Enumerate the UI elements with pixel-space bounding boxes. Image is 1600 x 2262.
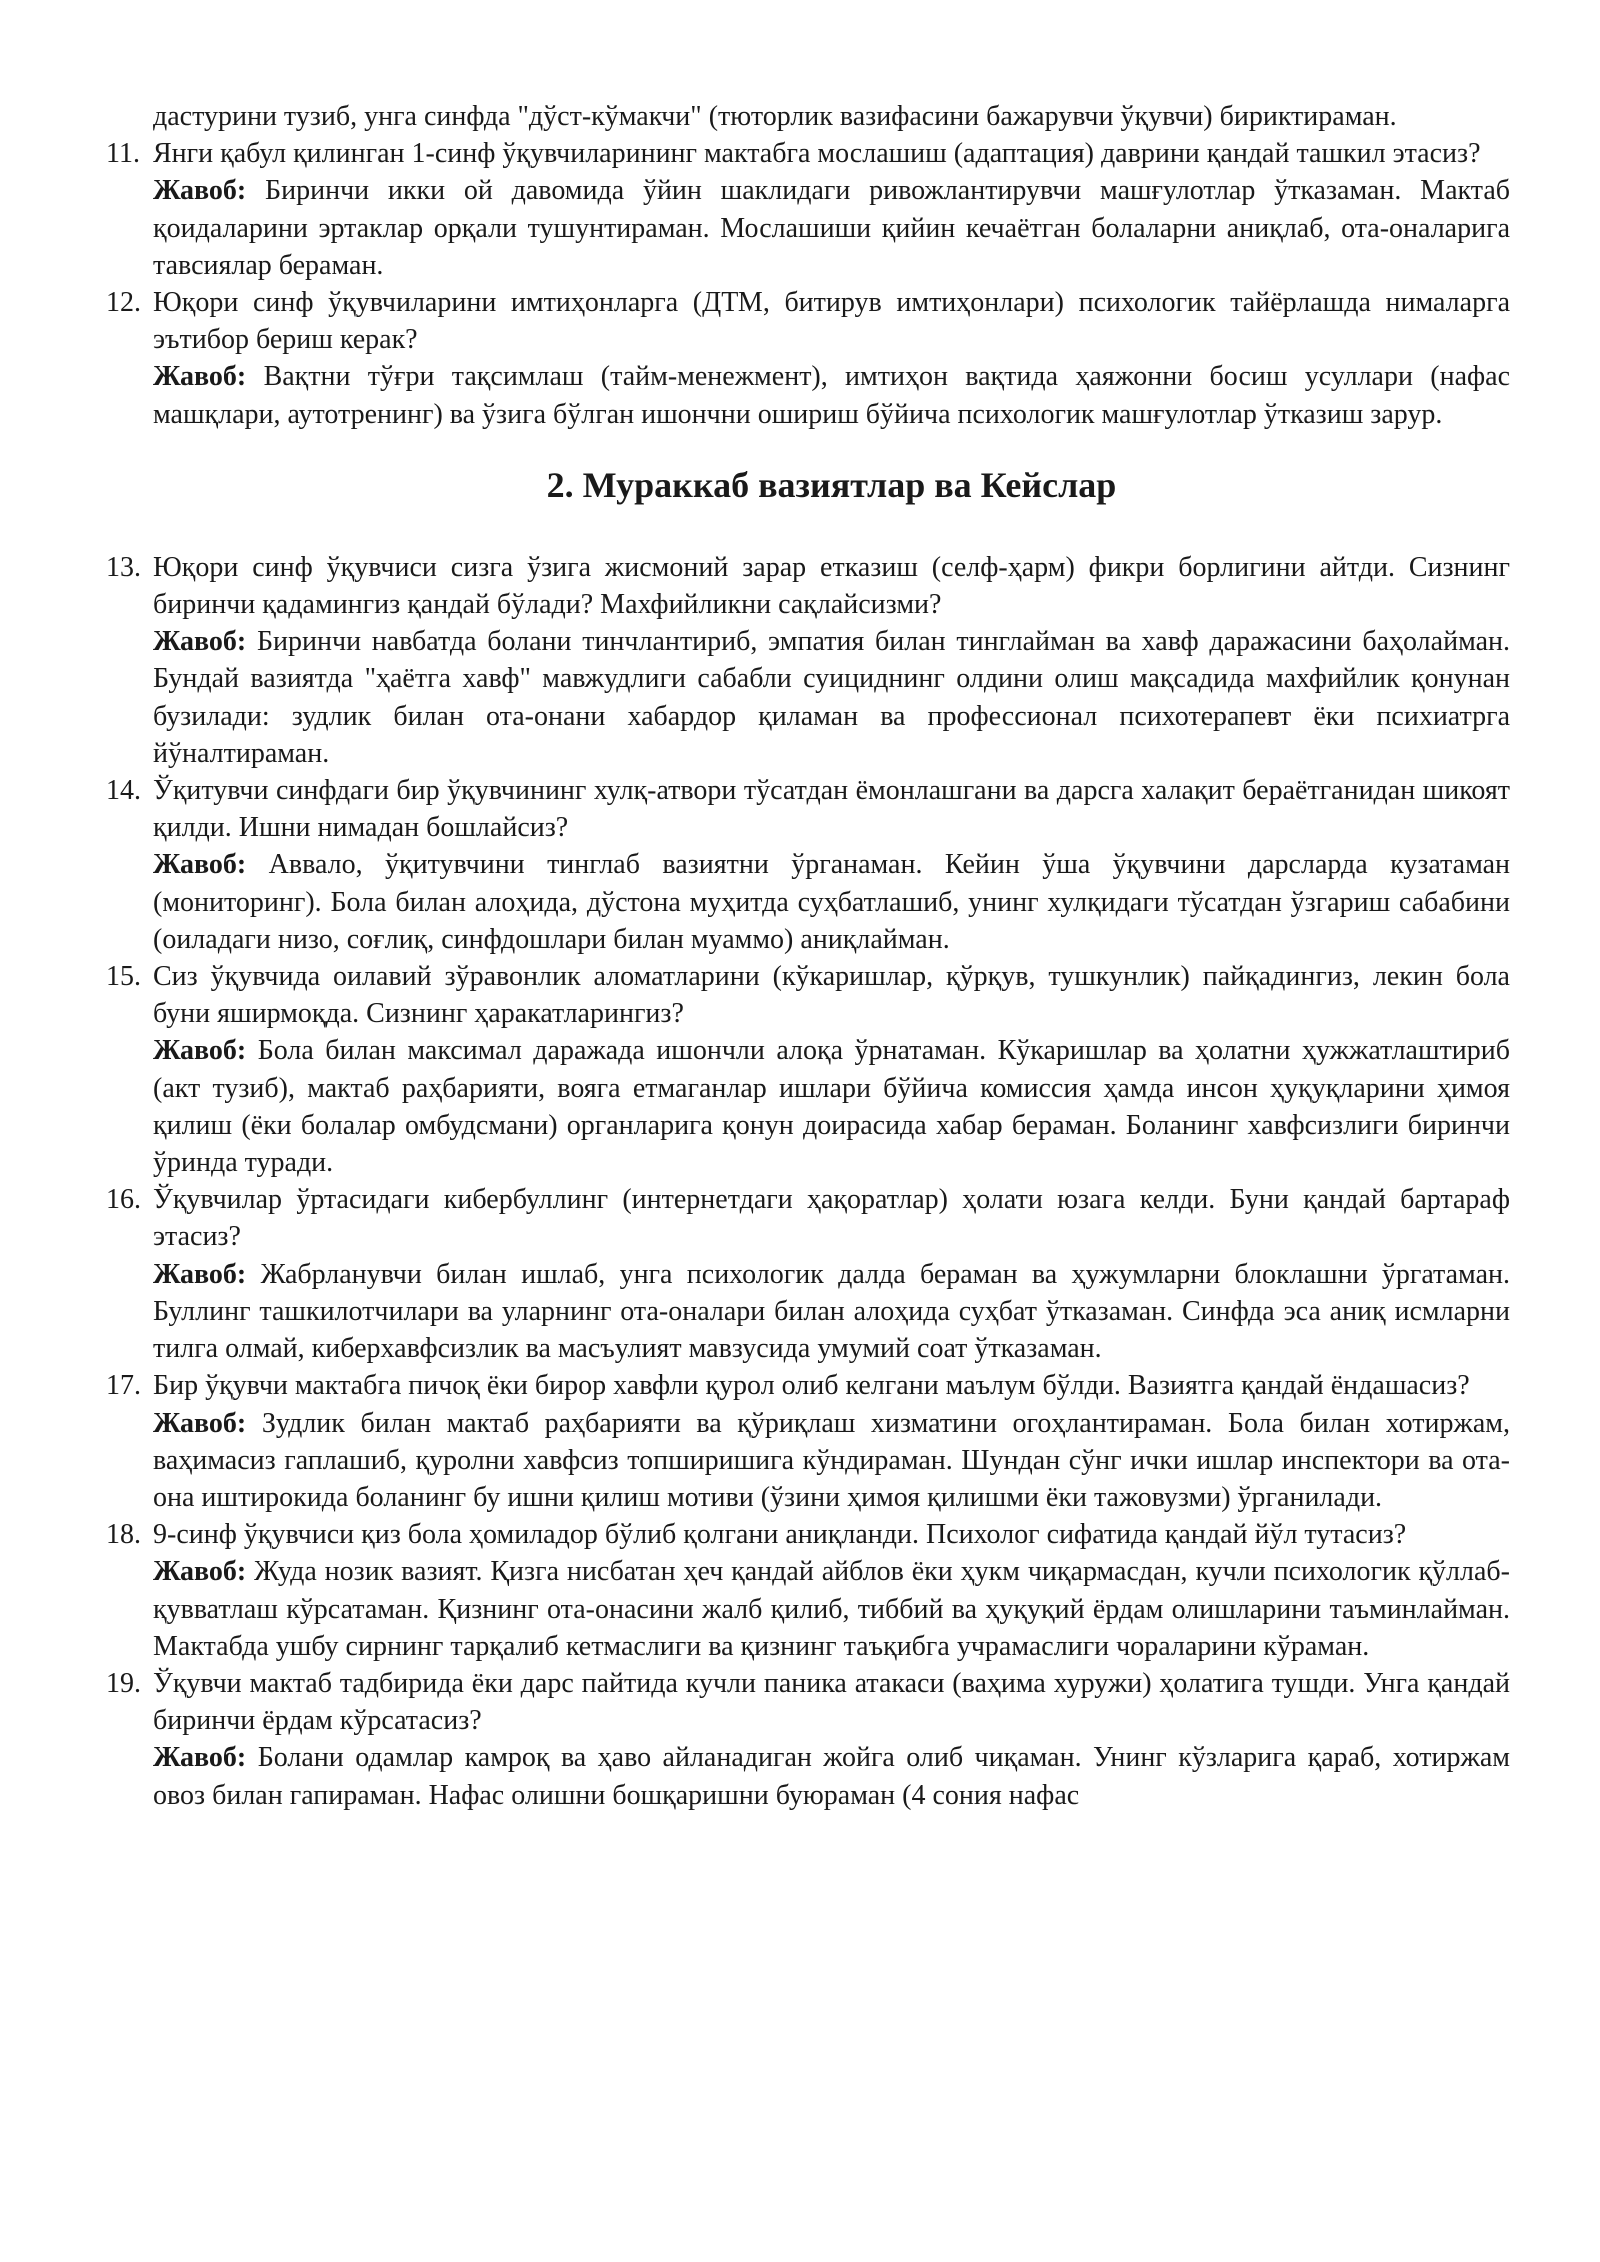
item-number: 16.: [106, 1184, 141, 1216]
answer-text: [153, 1256, 1510, 1368]
list-item: [106, 1516, 1511, 1665]
list-item: [106, 135, 1510, 284]
question-text: Ўқувчи мактаб тадбирида ёки дарс пайтида кучли паника атакаси (ваҳима хуружи) ҳолатига тушди. Унга қандай биринчи ёрдам кўрсатасиз?: [153, 1667, 1510, 1737]
answer-label: Жавоб:: [153, 175, 247, 207]
item-number: 15.: [106, 961, 141, 993]
document-content: [106, 98, 1511, 1814]
question-text: 9-синф ўқувчиси қиз бола ҳомиладор бўлиб қолгани аниқланди. Психолог сифатида қандай йўл тутасиз?: [153, 1519, 1407, 1551]
section-heading: 2. Мураккаб вазиятлар ва Кейслар: [546, 464, 1117, 505]
answer-body: Аввало, ўқитувчини тинглаб вазиятни ўрганаман. Кейин ўша ўқувчини дарсларда кузатаман (мониторинг). Бола билан алоҳида, дўстона муҳитда суҳбатлашиб, унинг хулқидаги тўсатдан ўзгариш сабабини (оиладаги низо, соғлиқ, синфдошлари билан муаммо) аниқлайман.: [153, 849, 1511, 955]
item-number: 14.: [106, 775, 141, 807]
answer-label: Жавоб:: [153, 361, 247, 393]
answer-text: [153, 1405, 1510, 1517]
answer-body: Вақтни тўғри тақсимлаш (тайм-менежмент), имтиҳон вақтида ҳаяжонни босиш усуллари (нафас машқлари, аутотренинг) ва ўзига бўлган ишончни ошириш бўйича психологик машғулотлар ўтказиш зарур.: [153, 361, 1511, 430]
item-number: 17.: [106, 1370, 141, 1402]
answer-body: Зудлик билан мактаб раҳбарияти ва қўриқлаш хизматини огоҳлантираман. Бола билан хотиржам, ваҳимасиз гаплашиб, қуролни хавфсиз топширишига кўндираман. Шундан сўнг ички ишлар инспектори ва ота-она иштирокида боланинг бу ишни қилиш мотиви (ўзини ҳимоя қилишми ёки тажовузми) ўрганилади.: [153, 1407, 1510, 1513]
answer-body: Болани одамлар камроқ ва ҳаво айланадиган жойга олиб чиқаман. Унинг кўзларига қараб, хотиржам овоз билан гапираман. Нафас олишни бошқаришни буюраман (4 сония нафас: [153, 1742, 1511, 1811]
question-text: Ўқувчилар ўртасидаги кибербуллинг (интернетдаги ҳақоратлар) ҳолати юзага келди. Буни қандай бартараф этасиз?: [153, 1184, 1510, 1253]
list-item: [106, 549, 1511, 772]
answer-body: Жабрланувчи билан ишлаб, унга психологик далда бераман ва ҳужумларни блоклашни ўргатаман. Буллинг ташкилотчилари ва уларнинг ота-оналари билан алоҳида суҳбат ўтказаман. Синфда эса аниқ исмларни тилга олмай, киберхавфсизлик ва масъулият мавзусида умумий соат ўтказаман.: [153, 1258, 1510, 1365]
answer-body: Жуда нозик вазият. Қизга нисбатан ҳеч қандай айблов ёки ҳукм чиқармасдан, кучли психологик қўллаб-қувватлаш кўрсатаман. Қизнинг ота-онасини жалб қилиб, тиббий ва ҳуқуқий ёрдам олишларини таъминлайман. Мактабда ушбу сирнинг тарқалиб кетмаслиги ва қизнинг таъқибга учрамаслиги чораларини кўраман.: [153, 1556, 1511, 1662]
answer-label: Жавоб:: [153, 849, 247, 881]
item-number: 19.: [106, 1667, 141, 1699]
question-text: Янги қабул қилинган 1-синф ўқувчиларининг мактабга мослашиш (адаптация) даврини қандай ташкил этасиз?: [153, 138, 1481, 170]
question-text: Ўқитувчи синфдаги бир ўқувчининг хулқ-атвори тўсатдан ёмонлашгани ва дарсга халақит бераётганидан шикоят қилди. Ишни нимадан бошлайсиз?: [153, 775, 1510, 844]
item-number: 11.: [106, 138, 140, 170]
section1-list: [106, 135, 1511, 433]
question-text: Бир ўқувчи мактабга пичоқ ёки бирор хавфли қурол олиб келгани маълум бўлди. Вазиятга қандай ёндашасиз?: [153, 1370, 1470, 1402]
list-item: [106, 958, 1510, 1181]
answer-text: [153, 1739, 1510, 1813]
answer-label: Жавоб:: [153, 1258, 247, 1290]
answer-text: [153, 172, 1510, 284]
item-number: 13.: [106, 551, 141, 583]
answer-text: [153, 1032, 1510, 1181]
answer-label: Жавоб:: [153, 626, 247, 658]
section2-list: [106, 549, 1511, 1814]
list-item: [106, 1665, 1511, 1814]
question-text: Юқори синф ўқувчиси сизга ўзига жисмоний зарар етказиш (селф-ҳарм) фикри борлигини айтди. Сизнинг биринчи қадамингиз қандай бўлади? Махфийликни сақлайсизми?: [153, 551, 1510, 621]
item-number: 18.: [106, 1519, 141, 1551]
answer-label: Жавоб:: [153, 1742, 247, 1774]
intro-continuation: дастурини тузиб, унга синфда "дўст-кўмакчи" (тюторлик вазифасини бажарувчи ўқувчи) бириктираман.: [153, 101, 1397, 132]
list-item: [106, 284, 1511, 433]
item-number: 12.: [106, 287, 141, 319]
answer-label: Жавоб:: [153, 1407, 247, 1439]
list-item: [106, 1181, 1510, 1367]
answer-label: Жавоб:: [153, 1035, 247, 1067]
answer-text: [153, 358, 1510, 432]
answer-text: [153, 846, 1510, 958]
answer-body: Бола билан максимал даражада ишончли алоқа ўрнатаман. Кўкаришлар ва ҳолатни ҳужжатлаштириб (акт тузиб), мактаб раҳбарияти, вояга етмаганлар ишлари бўйича комиссия ҳамда инсон ҳуқуқларини ҳимоя қилиш (ёки болалар омбудсмани) органларига қонун доирасида хабар бераман. Боланинг хавфсизлиги биринчи ўринда туради.: [153, 1035, 1510, 1179]
question-text: Сиз ўқувчида оилавий зўравонлик аломатларини (кўкаришлар, қўрқув, тушкунлик) пайқадингиз, лекин бола буни яширмоқда. Сизнинг ҳаракатларингиз?: [153, 961, 1510, 1030]
answer-text: [153, 623, 1510, 772]
question-text: Юқори синф ўқувчиларини имтиҳонларга (ДТМ, битирув имтиҳонлари) психологик тайёрлашда нималарга эътибор бериш керак?: [153, 287, 1510, 356]
answer-body: Биринчи навбатда болани тинчлантириб, эмпатия билан тинглайман ва хавф даражасини баҳолайман. Бундай вазиятда "ҳаётга хавф" мавжудлиги сабабли суициднинг олдини олиш мақсадида махфийлик қонунан бузилади: зудлик билан ота-онани хабардор қиламан ва профессионал психотерапевт ёки психиатрга йўналтираман.: [153, 626, 1511, 769]
answer-text: [153, 1553, 1510, 1665]
answer-label: Жавоб:: [153, 1556, 247, 1588]
list-item: [106, 772, 1511, 958]
list-item: [106, 1367, 1510, 1516]
answer-body: Биринчи икки ой давомида ўйин шаклидаги ривожлантирувчи машғулотлар ўтказаман. Мактаб қоидаларини эртаклар орқали тушунтираман. Мослашиши қийин кечаётган болаларни аниқлаб, ота-оналарига тавсиялар бераман.: [153, 175, 1510, 281]
